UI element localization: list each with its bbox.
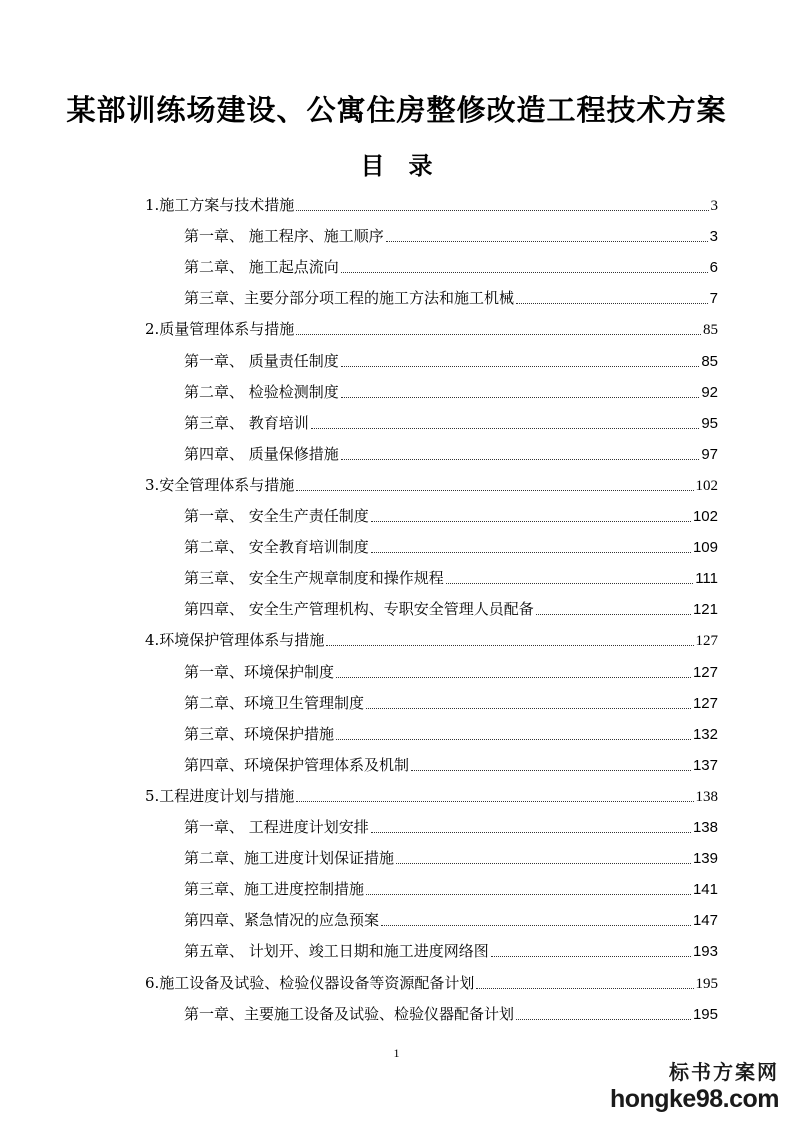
toc-leader-dots bbox=[516, 303, 708, 304]
toc-entry-page: 102 bbox=[692, 508, 718, 525]
toc-entry-title: 第四章、紧急情况的应急预案 bbox=[184, 911, 380, 930]
toc-leader-dots bbox=[311, 428, 700, 429]
toc-leader-dots bbox=[341, 397, 700, 398]
toc-leader-dots bbox=[396, 863, 691, 864]
toc-heading bbox=[0, 146, 793, 181]
toc-leader-dots bbox=[341, 366, 700, 367]
toc-entry-title: 1.施工方案与技术措施 bbox=[145, 196, 295, 214]
toc-leader-dots bbox=[491, 956, 691, 957]
toc-entry-page: 127 bbox=[692, 694, 718, 712]
toc-entry-page: 111 bbox=[695, 570, 718, 588]
toc-entry-page: 147 bbox=[692, 912, 718, 930]
toc-leader-dots bbox=[296, 334, 701, 335]
toc-entry-title: 第二章、 施工起点流向 bbox=[184, 258, 339, 277]
toc-entry-title: 3.安全管理体系与措施 bbox=[145, 475, 295, 494]
toc-chapter-entry[interactable] bbox=[184, 847, 718, 869]
toc-entry-title: 第一章、 施工程序、施工顺序 bbox=[184, 227, 384, 246]
toc-leader-dots bbox=[341, 272, 708, 273]
toc-entry-page: 127 bbox=[695, 633, 718, 650]
toc-entry-title: 第一章、 质量责任制度 bbox=[184, 351, 339, 370]
watermark-url: hongke98.com bbox=[609, 1085, 779, 1113]
toc-entry-page: 92 bbox=[701, 383, 718, 401]
toc-leader-dots bbox=[336, 677, 691, 678]
toc-entry-page: 138 bbox=[692, 819, 718, 836]
page-number: 1 bbox=[393, 1046, 400, 1060]
toc-chapter-entry[interactable] bbox=[184, 598, 718, 620]
toc-entry-page: 137 bbox=[692, 756, 718, 774]
toc-heading-char-2: 录 bbox=[408, 151, 433, 180]
toc-chapter-entry[interactable] bbox=[184, 505, 718, 527]
toc-entry-title: 第三章、施工进度控制措施 bbox=[184, 880, 365, 899]
toc-entry-title: 4.环境保护管理体系与措施 bbox=[145, 631, 325, 650]
toc-entry-page: 132 bbox=[692, 725, 718, 743]
toc-chapter-entry[interactable] bbox=[184, 723, 718, 745]
toc-section-entry[interactable] bbox=[145, 474, 718, 496]
toc-entry-page: 127 bbox=[692, 663, 718, 681]
toc-entry-page: 121 bbox=[692, 601, 718, 619]
toc-leader-dots bbox=[386, 241, 708, 242]
watermark-site-name: 标书方案网 bbox=[669, 1062, 779, 1084]
toc-section-entry[interactable] bbox=[145, 629, 718, 651]
toc-entry-title: 第三章、 教育培训 bbox=[184, 413, 309, 432]
toc-chapter-entry[interactable] bbox=[184, 878, 718, 900]
toc-entry-title: 第四章、 安全生产管理机构、专职安全管理人员配备 bbox=[184, 600, 534, 619]
toc-entry-page: 85 bbox=[701, 352, 718, 370]
toc-entry-title: 第一章、主要施工设备及试验、检验仪器配备计划 bbox=[184, 1004, 515, 1023]
toc-section-entry[interactable] bbox=[145, 194, 718, 216]
toc-chapter-entry[interactable] bbox=[184, 536, 718, 558]
toc-leader-dots bbox=[446, 583, 693, 584]
toc-leader-dots bbox=[371, 521, 691, 522]
toc-leader-dots bbox=[341, 459, 700, 460]
toc-chapter-entry[interactable] bbox=[184, 567, 718, 589]
toc-entry-title: 第三章、环境保护措施 bbox=[184, 724, 335, 743]
toc-entry-page: 97 bbox=[701, 445, 718, 463]
toc-entry-title: 6.施工设备及试验、检验仪器设备等资源配备计划 bbox=[145, 973, 475, 992]
toc-leader-dots bbox=[326, 645, 693, 646]
toc-leader-dots bbox=[381, 925, 691, 926]
toc-entry-page: 139 bbox=[692, 850, 718, 868]
toc-entry-page: 3 bbox=[709, 228, 718, 246]
toc-entry-page: 102 bbox=[695, 477, 718, 494]
toc-leader-dots bbox=[476, 988, 693, 989]
toc-entry-title: 第三章、 安全生产规章制度和操作规程 bbox=[184, 569, 444, 588]
toc-chapter-entry[interactable] bbox=[184, 940, 718, 962]
toc-entry-page: 193 bbox=[692, 943, 718, 961]
toc-entry-title: 第三章、主要分部分项工程的施工方法和施工机械 bbox=[184, 289, 515, 308]
toc-leader-dots bbox=[296, 801, 693, 802]
toc-chapter-entry[interactable] bbox=[184, 412, 718, 434]
toc-entry-page: 138 bbox=[695, 788, 718, 805]
toc-entry-title: 第二章、施工进度计划保证措施 bbox=[184, 849, 395, 868]
toc-entry-page: 141 bbox=[692, 881, 718, 899]
toc-entry-page: 195 bbox=[692, 1005, 718, 1023]
toc-entry-title: 第四章、 质量保修措施 bbox=[184, 444, 339, 463]
toc-chapter-entry[interactable] bbox=[184, 443, 718, 465]
toc-entry-page: 6 bbox=[709, 259, 718, 277]
toc-leader-dots bbox=[366, 708, 691, 709]
toc-entry-page: 7 bbox=[709, 290, 718, 308]
toc-chapter-entry[interactable] bbox=[184, 816, 718, 838]
toc-leader-dots bbox=[371, 552, 691, 553]
toc-leader-dots bbox=[336, 739, 691, 740]
toc-entry-title: 第二章、环境卫生管理制度 bbox=[184, 693, 365, 712]
toc-chapter-entry[interactable] bbox=[184, 1003, 718, 1025]
toc-leader-dots bbox=[411, 770, 691, 771]
toc-entry-title: 第一章、环境保护制度 bbox=[184, 662, 335, 681]
toc-entry-page: 195 bbox=[695, 975, 718, 992]
document-title: 某部训练场建设、公寓住房整修改造工程技术方案 bbox=[66, 93, 727, 127]
toc-heading-char-1: 目 bbox=[360, 151, 385, 180]
toc-entry-page: 109 bbox=[692, 539, 718, 557]
toc-entry-title: 第一章、 工程进度计划安排 bbox=[184, 818, 369, 836]
toc-leader-dots bbox=[371, 832, 691, 833]
toc-section-entry[interactable] bbox=[145, 972, 718, 994]
toc-chapter-entry[interactable] bbox=[184, 381, 718, 403]
toc-entry-page: 95 bbox=[701, 414, 718, 432]
watermark bbox=[610, 1056, 779, 1114]
toc-chapter-entry[interactable] bbox=[184, 287, 718, 309]
toc-leader-dots bbox=[366, 894, 691, 895]
toc-entry-title: 第二章、 安全教育培训制度 bbox=[184, 538, 369, 557]
toc-chapter-entry[interactable] bbox=[184, 256, 718, 278]
toc-entry-title: 第一章、 安全生产责任制度 bbox=[184, 507, 369, 525]
toc-leader-dots bbox=[296, 490, 693, 491]
toc-chapter-entry[interactable] bbox=[184, 350, 718, 372]
toc-entry-title: 2.质量管理体系与措施 bbox=[145, 320, 295, 339]
toc-chapter-entry[interactable] bbox=[184, 909, 718, 931]
toc-section-entry[interactable] bbox=[145, 318, 718, 340]
toc-entry-title: 5.工程进度计划与措施 bbox=[145, 786, 295, 805]
toc-section-entry[interactable] bbox=[145, 785, 718, 807]
toc-leader-dots bbox=[296, 210, 708, 211]
toc-chapter-entry[interactable] bbox=[184, 692, 718, 714]
toc-leader-dots bbox=[536, 614, 691, 615]
toc-chapter-entry[interactable] bbox=[184, 661, 718, 683]
toc-entry-title: 第二章、 检验检测制度 bbox=[184, 382, 339, 401]
toc-chapter-entry[interactable] bbox=[184, 225, 718, 247]
toc-entry-page: 85 bbox=[703, 322, 718, 339]
toc-entry-title: 第四章、环境保护管理体系及机制 bbox=[184, 755, 410, 774]
toc-chapter-entry[interactable] bbox=[184, 754, 718, 776]
toc-leader-dots bbox=[516, 1019, 691, 1020]
toc-entry-title: 第五章、 计划开、竣工日期和施工进度网络图 bbox=[184, 942, 489, 961]
toc-entry-page: 3 bbox=[710, 198, 718, 214]
